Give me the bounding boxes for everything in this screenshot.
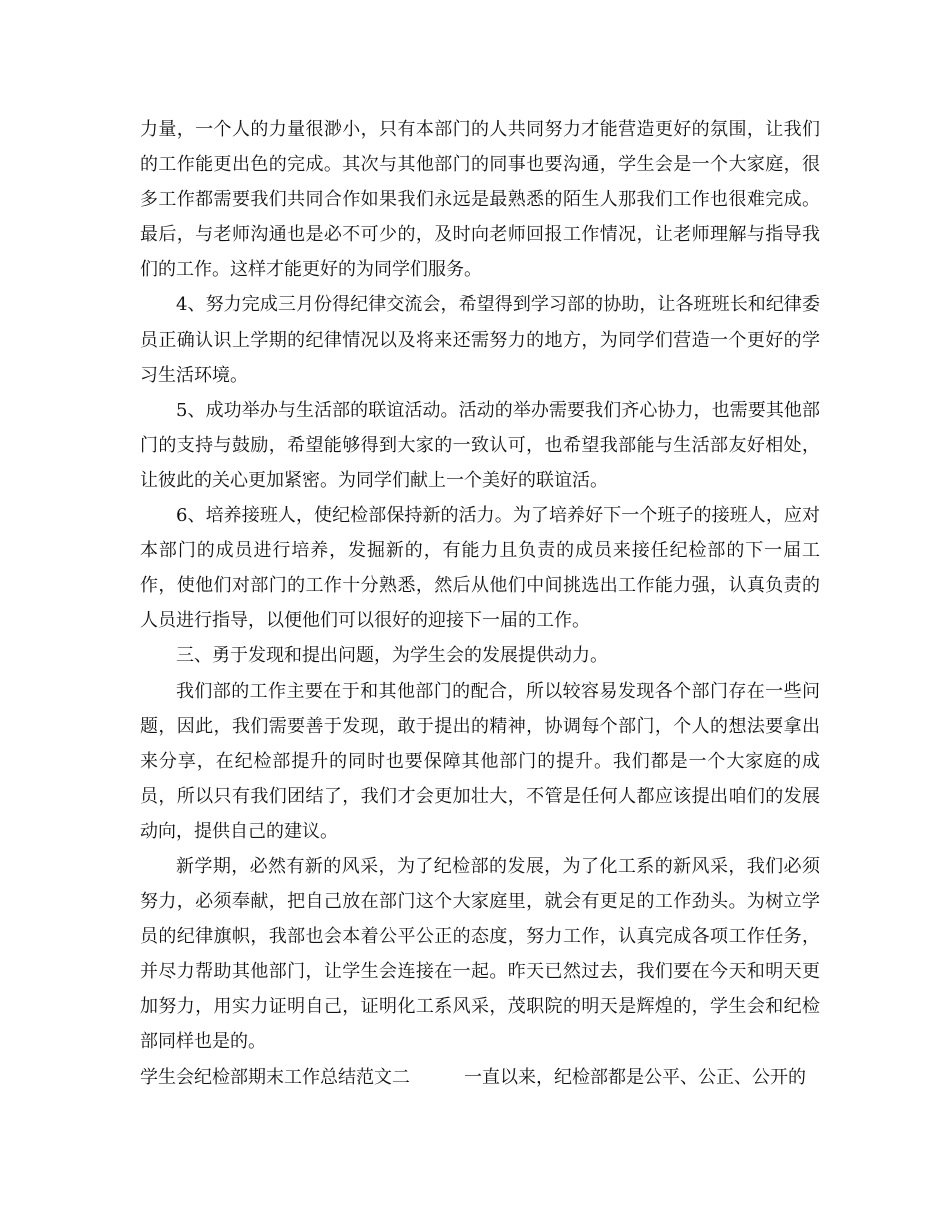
paragraph-cooperation: 我们部的工作主要在于和其他部门的配合，所以较容易发现各个部门存在一些问题，因此，我们需要善于发现，敢于提出的精神，协调每个部门，个人的想法要拿出来分享，在纪检部提升的同时也要保障其他部门的提升。我们都是一个大家庭的成员，所以只有我们团结了，我们才会更加壮大，不管是任何人都应该提出咱们的发展动向，提供自己的建议。 <box>140 680 820 842</box>
paragraph-continuation: 力量，一个人的力量很渺小，只有本部门的人共同努力才能营造更好的氛围，让我们的工作能更出色的完成。其次与其他部门的同事也要沟通，学生会是一个大家庭，很多工作都需要我们共同合作如果我们永远是最熟悉的陌生人那我们工作也很难完成。最后，与老师沟通也是必不可少的，及时向老师回报工作情况，让老师理解与指导我们的工作。这样才能更好的为同学们服务。 <box>140 119 820 281</box>
next-article-line <box>140 1060 820 1095</box>
paragraph-item-5: 5、成功举办与生活部的联谊活动。活动的举办需要我们齐心协力，也需要其他部门的支持与鼓励，希望能够得到大家的一致认可，也希望我部能与生活部友好相处，让彼此的关心更加紧密。为同学们献上一个美好的联谊活。 <box>140 399 820 491</box>
document-body <box>140 112 820 1095</box>
paragraph-new-semester: 新学期，必然有新的风采，为了纪检部的发展，为了化工系的新风采，我们必须努力，必须奉献，把自己放在部门这个大家庭里，就会有更足的工作劲头。为树立学员的纪律旗帜，我部也会本着公平公正的态度，努力工作，认真完成各项工作任务，并尽力帮助其他部门，让学生会连接在一起。昨天已然过去，我们要在今天和明天更加努力，用实力证明自己，证明化工系风采，茂职院的明天是辉煌的，学生会和纪检部同样也是的。 <box>140 855 820 1053</box>
section-heading-3: 三、勇于发现和提出问题，为学生会的发展提供动力。 <box>176 645 608 667</box>
paragraph-item-4: 4、努力完成三月份得纪律交流会，希望得到学习部的协助，让各班班长和纪律委员正确认识上学期的纪律情况以及将来还需努力的地方，为同学们营造一个更好的学习生活环境。 <box>140 294 820 386</box>
paragraph-item-6: 6、培养接班人，使纪检部保持新的活力。为了培养好下一个班子的接班人，应对本部门的成员进行培养，发掘新的，有能力且负责的成员来接任纪检部的下一届工作，使他们对部门的工作十分熟悉，然后从他们中间挑选出工作能力强，认真负责的人员进行指导，以便他们可以很好的迎接下一届的工作。 <box>140 505 820 632</box>
next-article-opening: 一直以来，纪检部都是公平、公正、公开的 <box>464 1066 806 1088</box>
next-article-title: 学生会纪检部期末工作总结范文二 <box>140 1066 410 1088</box>
